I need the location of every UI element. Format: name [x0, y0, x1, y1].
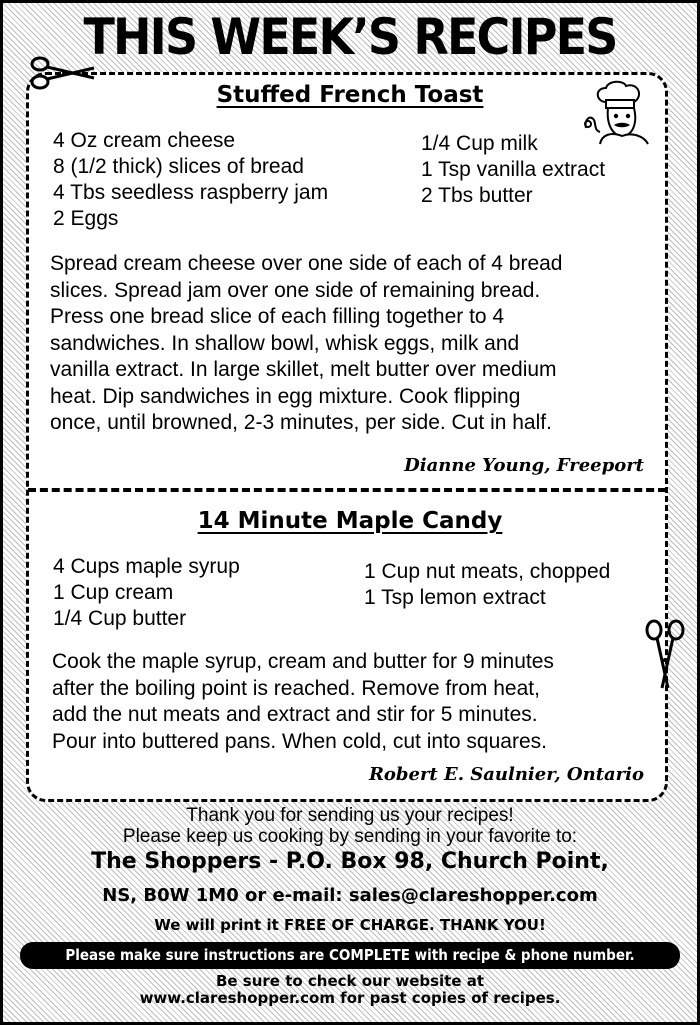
recipe-credit: Dianne Young, Freeport: [404, 455, 644, 476]
instruction-line: sandwiches. In shallow bowl, whisk eggs, milk and: [50, 331, 520, 355]
ingredient-item: 8 (1/2 thick) slices of bread: [53, 155, 304, 178]
ingredient-list-right: [421, 131, 605, 209]
instruction-line: after the boiling point is reached. Remove from heat,: [52, 676, 540, 700]
instruction-line: once, until browned, 2-3 minutes, per side. Cut in half.: [50, 411, 552, 434]
instruction-line: Spread cream cheese over one side of each of 4 bread: [50, 252, 563, 275]
free-of-charge-line: We will print it FREE OF CHARGE. THANK YOU!: [154, 916, 546, 934]
ingredient-item: 1 Tsp lemon extract: [364, 586, 546, 609]
recipe-instructions: [52, 649, 554, 755]
instruction-line: Pour into buttered pans. When cold, cut into squares.: [52, 729, 547, 753]
recipe-instructions: [50, 251, 563, 437]
address-line: NS, B0W 1M0 or e-mail: sales@clareshopper.com: [102, 885, 598, 906]
instruction-line: slices. Spread jam over one side of remaining bread.: [50, 278, 541, 302]
instruction-line: Press one bread slice of each filling together to 4: [50, 305, 505, 328]
recipe-divider: [28, 488, 666, 492]
recipe-title: 14 Minute Maple Candy: [197, 508, 503, 534]
ingredient-item: 4 Oz cream cheese: [53, 129, 236, 152]
instruction-line: vanilla extract. In large skillet, melt butter over medium: [50, 358, 557, 381]
ingredient-item: 4 Cups maple syrup: [53, 555, 240, 578]
ingredient-item: 1 Cup nut meats, chopped: [364, 560, 611, 583]
notice-banner: Please make sure instructions are COMPLETE with recipe & phone number.: [20, 942, 680, 969]
ingredient-list-right: [364, 559, 610, 611]
instruction-line: heat. Dip sandwiches in egg mixture. Cook flipping: [50, 384, 521, 408]
recipe-credit: Robert E. Saulnier, Ontario: [368, 764, 644, 785]
instruction-line: add the nut meats and extract and stir for 5 minutes.: [52, 703, 538, 726]
thanks-line: Please keep us cooking by sending in your favorite to:: [122, 826, 578, 847]
thanks-line: Thank you for sending us your recipes!: [186, 805, 514, 826]
website-line: Be sure to check our website at: [215, 972, 485, 990]
scissors-icon: [642, 618, 688, 692]
website-line: www.clareshopper.com for past copies of recipes.: [139, 989, 561, 1007]
address-line: The Shoppers - P.O. Box 98, Church Point,: [91, 849, 609, 874]
ingredient-item: 2 Eggs: [53, 207, 119, 230]
ingredient-list-left: [53, 554, 240, 632]
ingredient-item: 4 Tbs seedless raspberry jam: [53, 181, 329, 204]
instruction-line: Cook the maple syrup, cream and butter for 9 minutes: [52, 650, 554, 673]
ingredient-item: 1/4 Cup butter: [53, 607, 187, 630]
ingredient-item: 1/4 Cup milk: [421, 132, 538, 155]
ingredient-item: 2 Tbs butter: [421, 184, 533, 207]
ingredient-item: 1 Tsp vanilla extract: [421, 158, 606, 181]
recipe-title: Stuffed French Toast: [216, 82, 484, 108]
ingredient-list-left: [53, 128, 328, 232]
ingredient-item: 1 Cup cream: [53, 581, 174, 604]
page-title: THIS WEEK’S RECIPES: [83, 8, 617, 66]
